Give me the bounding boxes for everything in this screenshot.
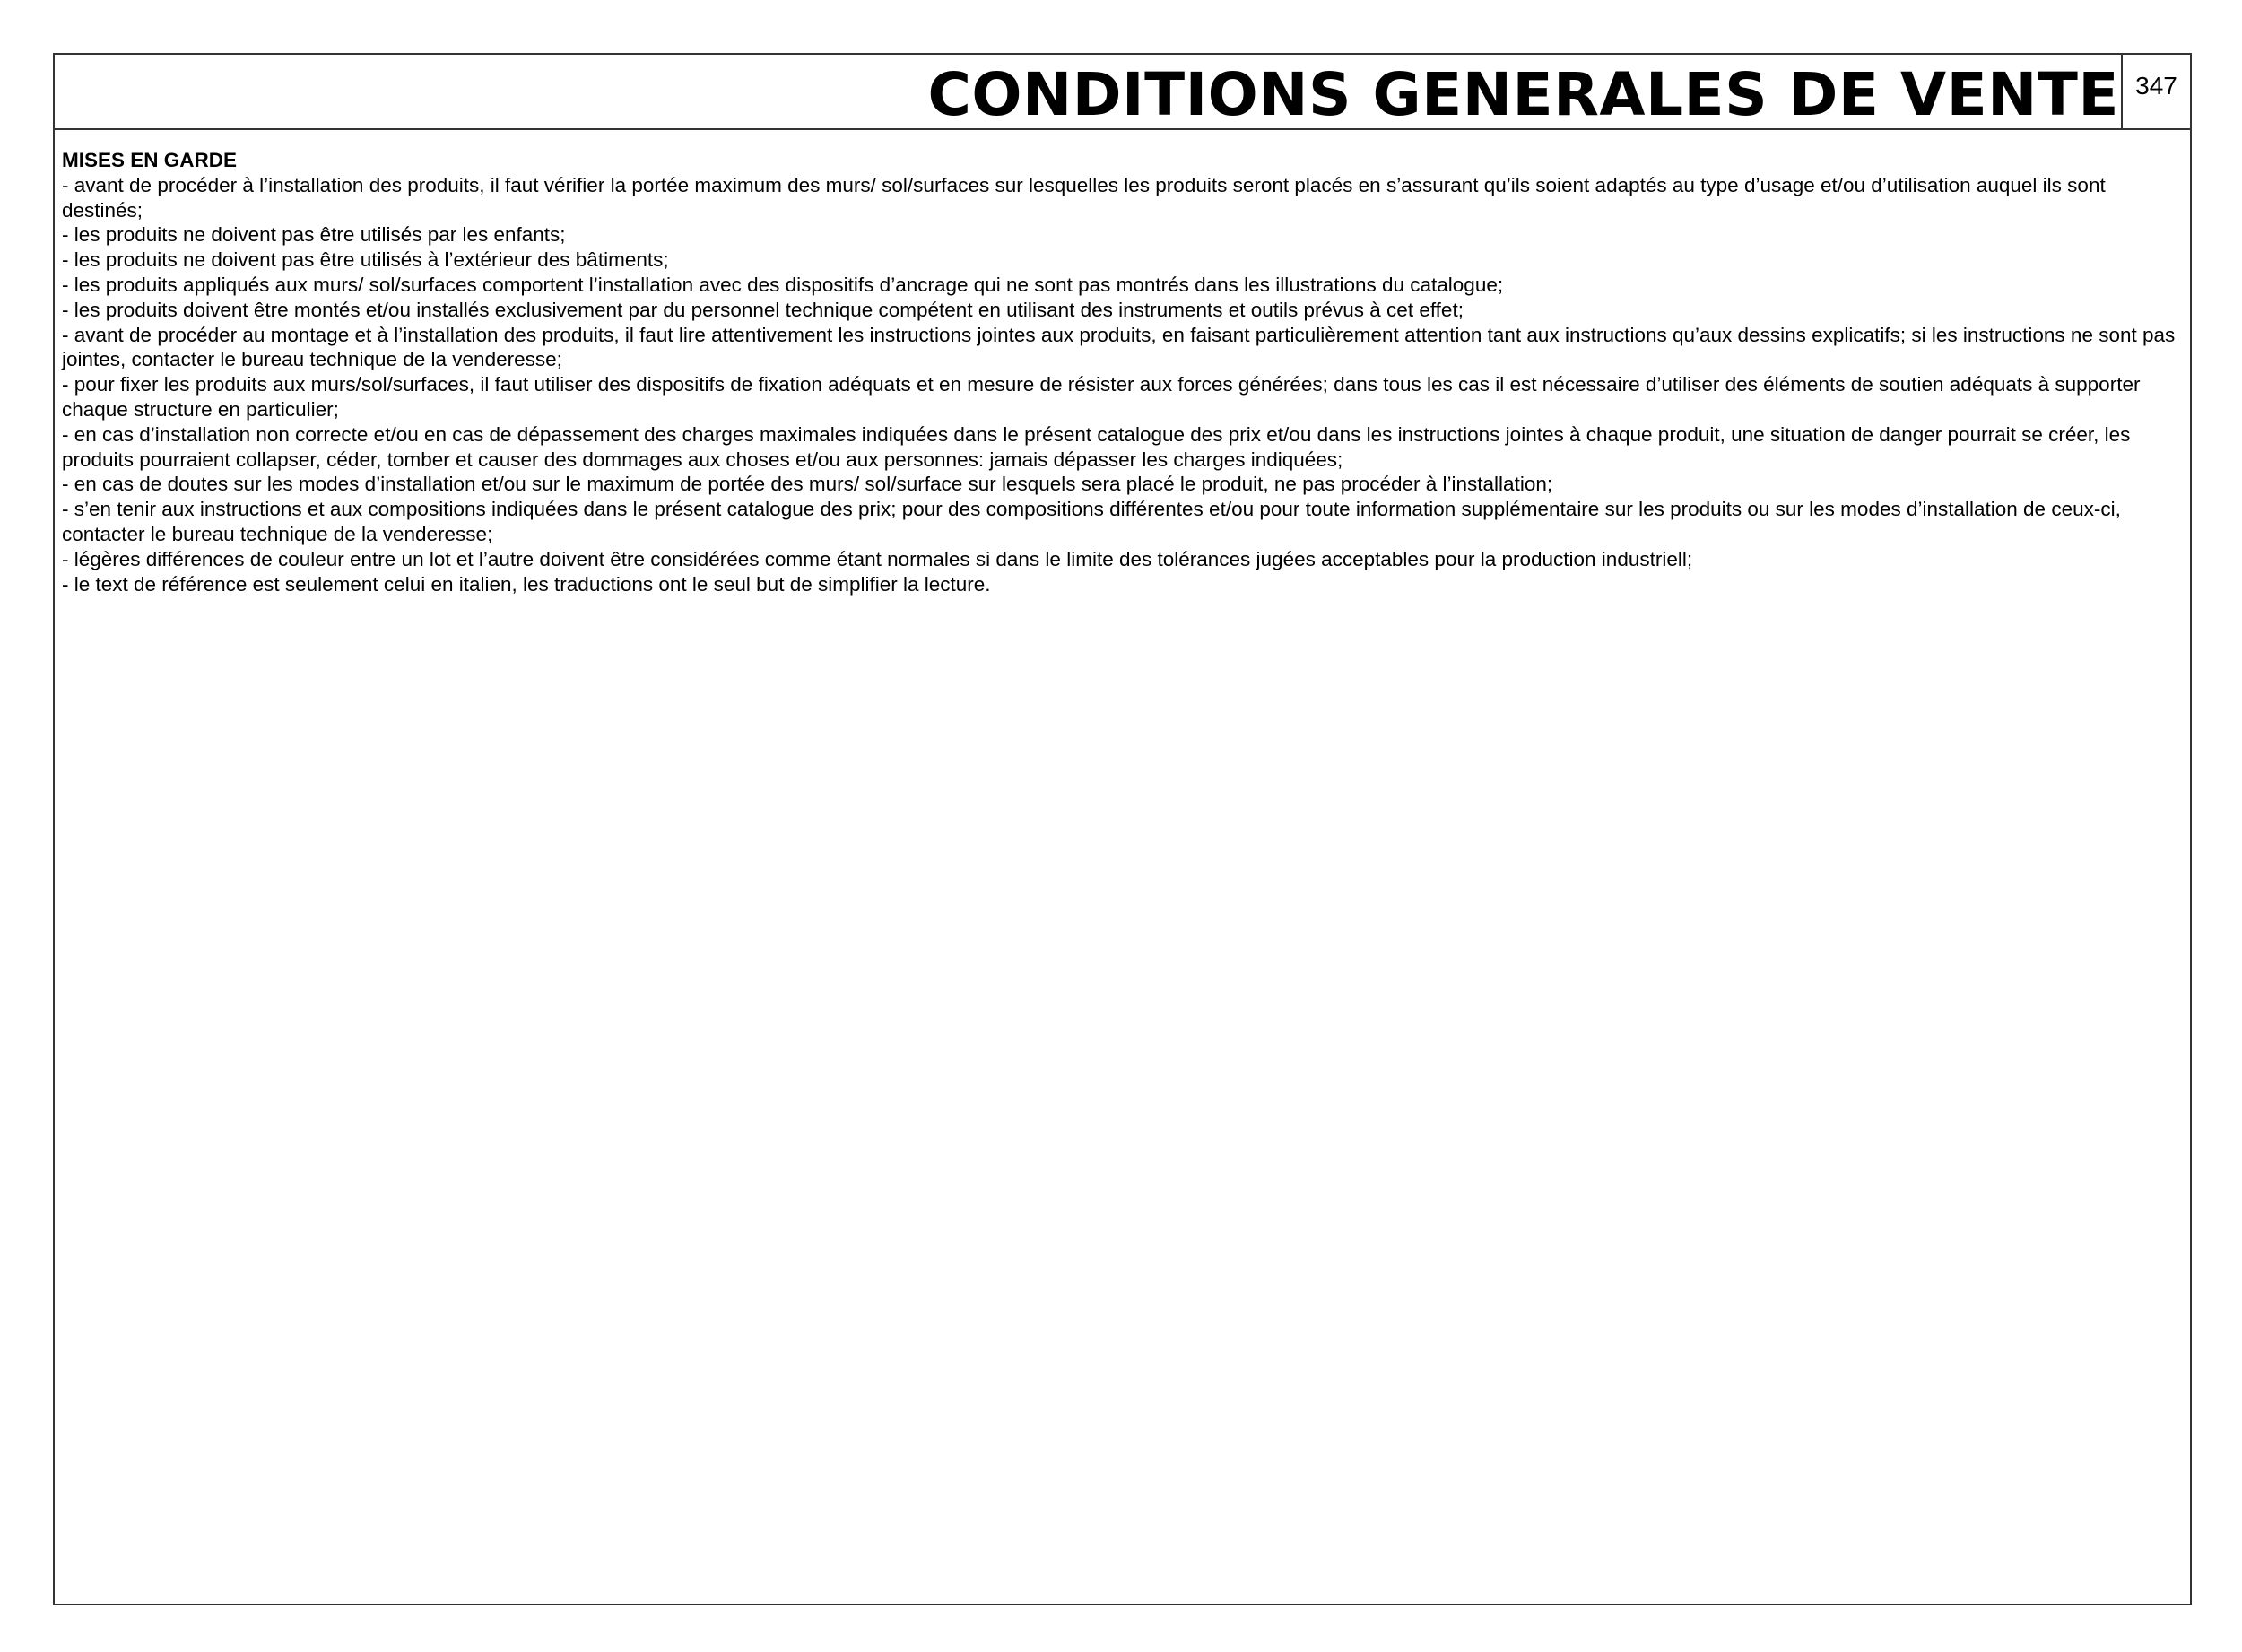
page-number: 347 — [2135, 72, 2177, 100]
warnings-section — [62, 148, 2181, 596]
page-title: CONDITIONS GENERALES DE VENTE — [927, 60, 2119, 129]
list-item: - le text de référence est seulement celui en italien, les traductions ont le seul but de simplifier la lecture. — [62, 572, 991, 596]
list-item: - pour fixer les produits aux murs/sol/surfaces, il faut utiliser des dispositifs de fixation adéquats et en mesure de résister aux forces générées; dans tous les cas il est nécessaire d’utiliser des éléments de soutien adéquats à supporter chaque structure en particulier; — [62, 373, 2141, 421]
page-header — [55, 55, 2190, 130]
list-item: - les produits ne doivent pas être utilisés par les enfants; — [62, 223, 566, 247]
list-item: - les produits doivent être montés et/ou installés exclusivement par du personnel technique compétent en utilisant des instruments et outils prévus à cet effet; — [62, 298, 1464, 321]
list-item: - les produits appliqués aux murs/ sol/surfaces comportent l’installation avec des dispositifs d’ancrage qui ne sont pas montrés dans les illustrations du catalogue; — [62, 273, 1504, 296]
list-item: - avant de procéder au montage et à l’installation des produits, il faut lire attentivement les instructions jointes aux produits, en faisant particulièrement attention tant aux instructions qu’aux dessins explicatifs; si les instructions ne sont pas jointes, contacter le bureau technique de la venderesse; — [62, 323, 2176, 371]
list-item: - en cas d’installation non correcte et/ou en cas de dépassement des charges maximales indiquées dans le présent catalogue des prix et/ou dans les instructions jointes à chaque produit, une situation de danger pourrait se créer, les produits pourraient collapser, céder, tomber et causer des dommages aux choses et/ou aux personnes: jamais dépasser les charges indiquées; — [62, 422, 2131, 471]
list-item: - avant de procéder à l’installation des produits, il faut vérifier la portée maximum des murs/ sol/surfaces sur lesquelles les produits seront placés en s’assurant qu’ils soient adaptés au type d’usage et/ou d’utilisation auquel ils sont destinés; — [62, 173, 2106, 222]
list-item: - s’en tenir aux instructions et aux compositions indiquées dans le présent catalogue des prix; pour des compositions différentes et/ou pour toute information supplémentaire sur les produits ou sur les modes d’installation de ceux-ci, contacter le bureau technique de la venderesse; — [62, 498, 2121, 545]
section-heading: MISES EN GARDE — [62, 149, 238, 171]
warning-list — [62, 173, 2181, 597]
list-item: - en cas de doutes sur les modes d’installation et/ou sur le maximum de portée des murs/ sol/surface sur lesquels sera placé le produit, ne pas procéder à l’installation; — [62, 473, 1553, 496]
page-frame — [53, 53, 2192, 1605]
page-number-box — [2121, 55, 2190, 128]
list-item: - les produits ne doivent pas être utilisés à l’extérieur des bâtiments; — [62, 248, 669, 272]
list-item: - légères différences de couleur entre un lot et l’autre doivent être considérées comme étant normales si dans le limite des tolérances jugées acceptables pour la production industriell; — [62, 547, 1693, 570]
